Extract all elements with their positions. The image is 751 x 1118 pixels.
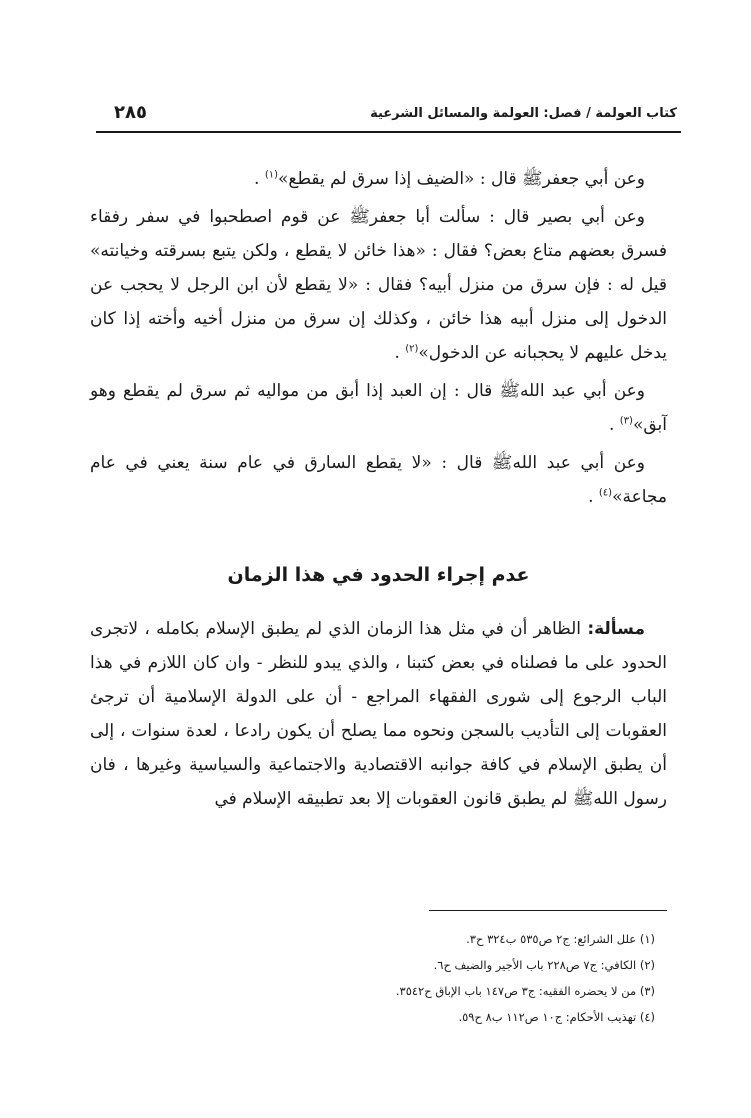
paragraph-3 (90, 374, 667, 442)
footnotes (90, 926, 667, 1030)
section-heading: عدم إجراء الحدود في هذا الزمان (227, 564, 530, 586)
running-header (100, 100, 677, 130)
paragraph-end: . (394, 343, 406, 363)
section-paragraph (90, 612, 667, 816)
paragraph-end: . (254, 169, 265, 189)
page-number: ٢٨٥ (114, 102, 147, 123)
paragraph-4 (90, 446, 667, 514)
footnote-ref-3: (٣) (619, 415, 633, 427)
footnote-1: (١) علل الشرائع: ج٢ ص٥٣٥ ب٣٢٤ ح٣. (466, 932, 655, 946)
footnote-4: (٤) تهذيب الأحكام: ج١٠ ص١١٢ ب٨ ح٥٩. (458, 1010, 655, 1024)
paragraph-end: . (588, 487, 599, 507)
section-text: الظاهر أن في مثل هذا الزمان الذي لم يطبق الإسلام بكامله ، لاتجرى الحدود على ما فصلناه في بعض كتبنا ، والذي يبدو للنظر - وان كان اللازم في هذا الباب الرجوع إلى شورى الفقهاء المراجع - أن على الدولة الإسلامية أن ترجئ العقوبات إلى التأديب بالسجن ونحوه مما يصلح أن يكون رادعا ، لعدة سنوات ، إلى أن يطبق الإسلام في كافة جوانبه الاقتصادية والاجتماعية والسياسية وغيرها ، فان رسول اللهﷺ لم يطبق قانون العقوبات إلا بعد تطبيقه الإسلام في (90, 619, 667, 809)
paragraph-end: . (608, 415, 620, 435)
paragraph-text: وعن أبي عبد اللهﷺ قال : إن العبد إذا أبق من مواليه ثم سرق لم يقطع وهو آبق» (90, 381, 667, 435)
footnote-ref-4: (٤) (598, 487, 613, 499)
footnote-rule (429, 910, 667, 911)
footnote-2: (٢) الكافي: ج٧ ص٢٢٨ باب الأجير والضيف ح٦. (433, 958, 655, 972)
paragraph-2 (90, 200, 667, 370)
paragraph-text: وعن أبي عبد اللهﷺ قال : «لا يقطع السارق في عام سنة يعني في عام مجاعة» (90, 453, 667, 507)
paragraph-text: وعن أبي بصير قال : سألت أبا جعفرﷺ عن قوم اصطحبوا في سفر رفقاء فسرق بعضهم متاع بعض؟ فقال : «هذا خائن لا يقطع ، ولكن يتبع بسرقته وخيانته» قيل له : فإن سرق من منزل أبيه؟ فقال : «لا يقطع لأن ابن الرجل لا يحجب عن الدخول إلى منزل أبيه هذا خائن ، وكذلك إن سرق من منزل أخيه وأخته إذا كان يدخل عليهم لا يحجبانه عن الدخول» (90, 207, 667, 363)
footnote-ref-1: (١) (264, 169, 278, 181)
lead-term: مسألة: (587, 619, 646, 639)
paragraph-1 (90, 162, 667, 196)
body-text (90, 162, 667, 820)
header-title: كتاب العولمة / فصل: العولمة والمسائل الشرعية (370, 106, 677, 121)
paragraph-text: وعن أبي جعفرﷺ قال : «الضيف إذا سرق لم يقطع» (278, 169, 645, 189)
footnote-ref-2: (٢) (405, 343, 419, 355)
header-rule (96, 131, 681, 133)
footnote-3: (٣) من لا يحضره الفقيه: ج٣ ص١٤٧ باب الإباق ح٣٥٤٢. (395, 984, 655, 998)
